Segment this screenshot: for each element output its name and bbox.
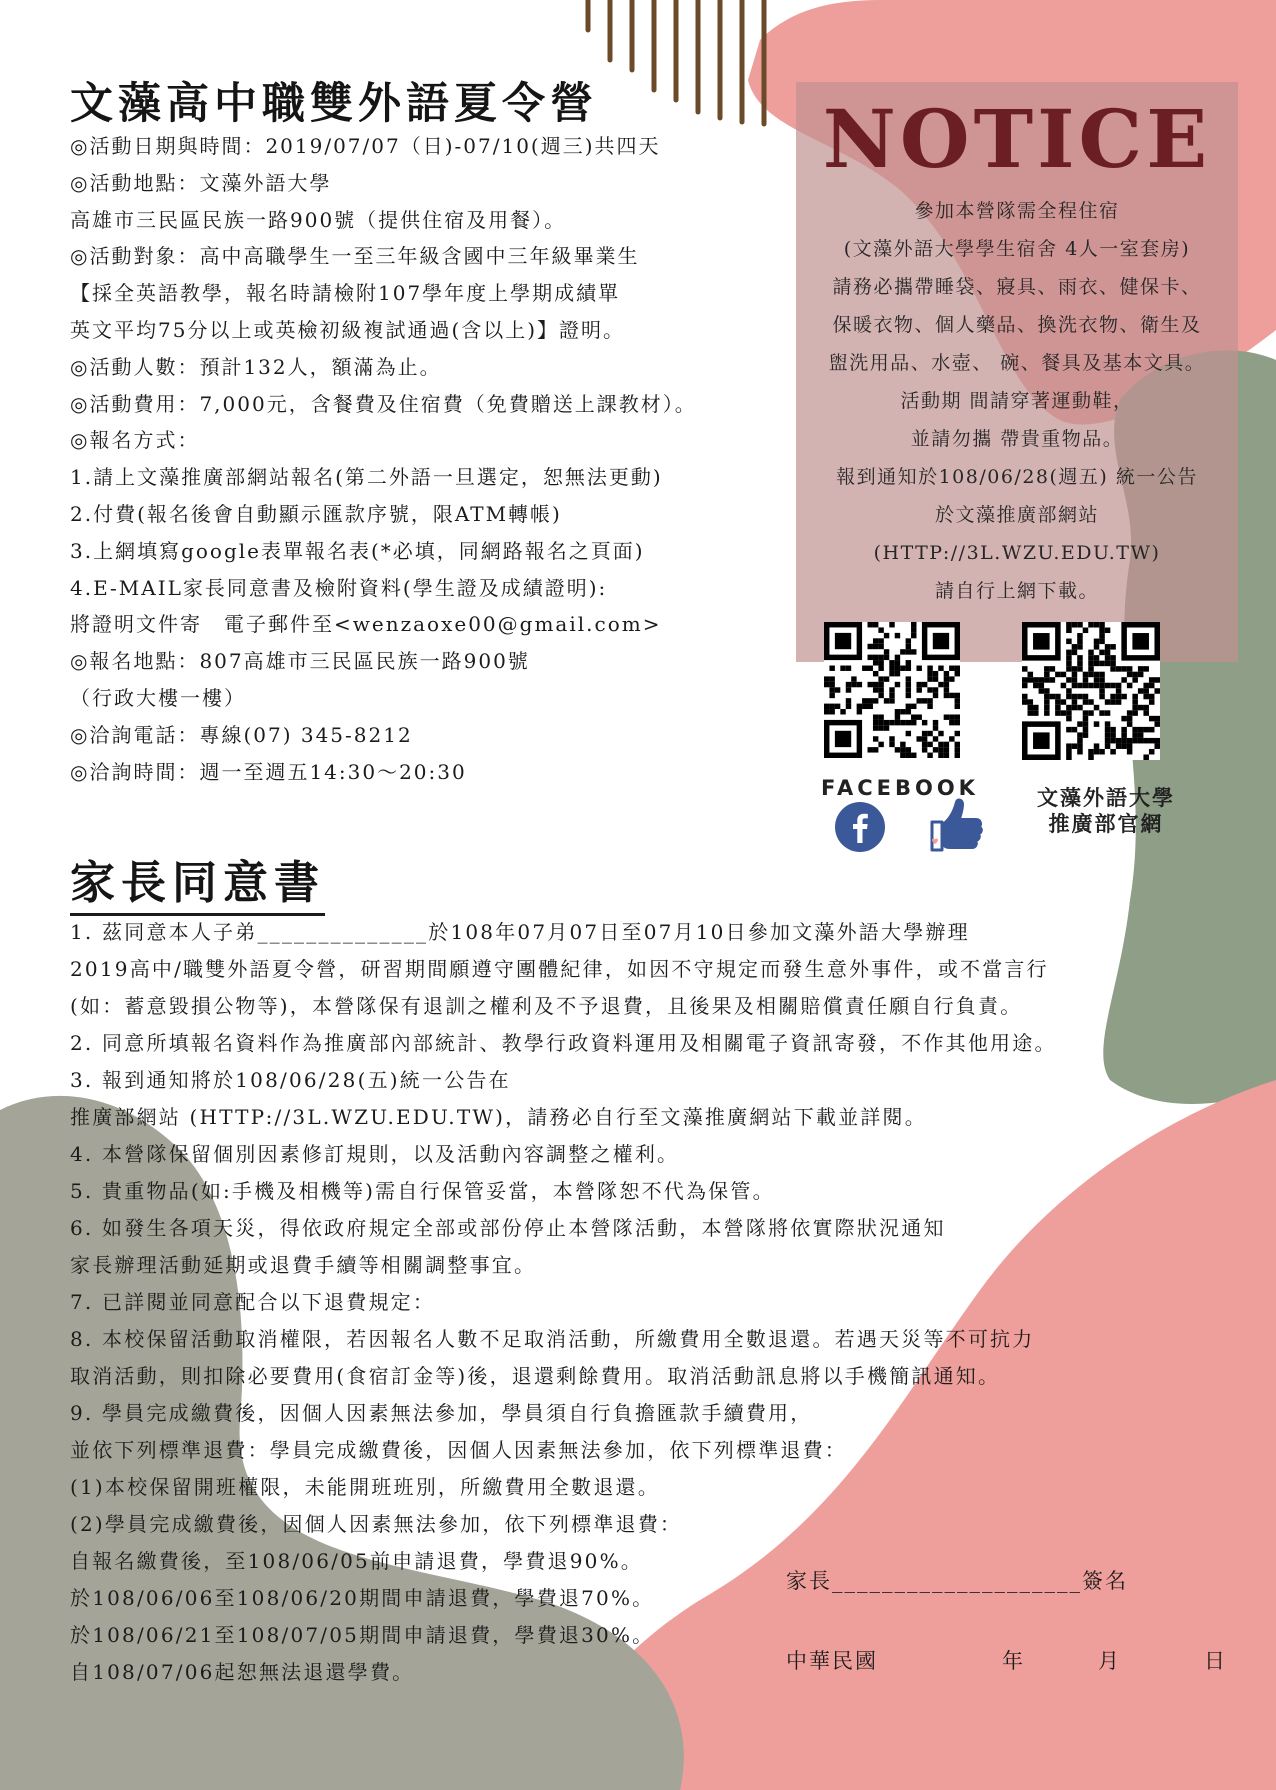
consent-line: 取消活動，則扣除必要費用(食宿訂金等)後，退還剩餘費用。取消活動訊息將以手機簡訊通知。 — [70, 1364, 1001, 1388]
consent-line: 2. 同意所填報名資料作為推廣部內部統計、教學行政資料運用及相關電子資訊寄發，不作其他用途。 — [70, 1031, 1057, 1055]
info-line: ◎活動地點：文藻外語大學 — [70, 170, 332, 195]
signature-blank[interactable]: ____________________ — [832, 1569, 1082, 1593]
consent-line: 8. 本校保留活動取消權限，若因報名人數不足取消活動，所繳費用全數退還。若遇天災等不可抗力 — [70, 1327, 1035, 1351]
thumbs-up-icon[interactable] — [926, 796, 986, 854]
consent-line: 4. 本營隊保留個別因素修訂規則，以及活動內容調整之權利。 — [70, 1142, 680, 1166]
consent-line: 2019高中/職雙外語夏令營，研習期間願遵守團體紀律，如因不守規定而發生意外事件，或不當言行 — [70, 957, 1049, 981]
info-line: 高雄市三民區民族一路900號（提供住宿及用餐）。 — [70, 207, 567, 232]
consent-line: 家長辦理活動延期或退費手續等相關調整事宜。 — [70, 1253, 537, 1277]
stripes-decoration — [588, 0, 764, 124]
qr-code-icon — [1022, 622, 1160, 760]
consent-line: 9. 學員完成繳費後，因個人因素無法參加，學員須自行負擔匯款手續費用， — [70, 1401, 813, 1425]
consent-line: 自報名繳費後，至108/06/05前申請退費，學費退90%。 — [70, 1549, 644, 1573]
info-line: ◎洽詢電話：專線(07) 345-8212 — [70, 722, 413, 747]
info-line: 3.上網填寫google表單報名表(*必填，同網路報名之頁面) — [70, 538, 645, 563]
notice-line: 請務必攜帶睡袋、寢具、雨衣、健保卡、 — [832, 276, 1202, 298]
info-line: ◎活動費用：7,000元，含餐費及住宿費（免費贈送上課教材）。 — [70, 391, 697, 416]
info-line: ◎活動日期與時間：2019/07/07（日)-07/10(週三)共四天 — [70, 134, 661, 158]
consent-line: 3. 報到通知將於108/06/28(五)統一公告在 — [70, 1068, 511, 1092]
notice-line: (文藻外語大學學生宿舍 4人一室套房) — [843, 238, 1191, 260]
website-qr-code[interactable] — [1022, 622, 1160, 760]
info-line: 將證明文件寄 電子郵件至<wenzaoxe00@gmail.com> — [70, 612, 662, 637]
info-line: 2.付費(報名後會自動顯示匯款序號，限ATM轉帳) — [70, 501, 562, 526]
info-line: ◎活動對象：高中高職學生一至三年級含國中三年級畢業生 — [70, 244, 640, 269]
facebook-icon[interactable] — [834, 801, 886, 853]
notice-line: 參加本營隊需全程住宿 — [914, 200, 1120, 222]
year-label: 年 — [1002, 1649, 1025, 1673]
consent-title: 家長同意書 — [70, 846, 325, 916]
camp-title: 文藻高中職雙外語夏令營 — [70, 79, 598, 129]
info-section — [70, 128, 810, 790]
info-line: ◎報名地點：807高雄市三民區民族一路900號 — [70, 649, 530, 674]
consent-line: 推廣部網站 (HTTP://3L.WZU.EDU.TW)，請務必自行至文藻推廣網站下載並詳閱。 — [70, 1105, 927, 1129]
notice-line: 並請勿攜 帶貴重物品。 — [910, 428, 1124, 450]
consent-line: 於108/06/06至108/06/20期間申請退費，學費退70%。 — [70, 1586, 655, 1610]
parent-signature-line[interactable] — [786, 1565, 1128, 1595]
day-label: 日 — [1204, 1649, 1227, 1673]
website-label-line1: 文藻外語大學 — [1037, 786, 1175, 810]
month-label: 月 — [1098, 1649, 1121, 1673]
sign-label: 簽名 — [1082, 1569, 1128, 1593]
notice-line: 請自行上網下載。 — [934, 580, 1099, 602]
info-line: ◎活動人數：預計132人，額滿為止。 — [70, 354, 442, 379]
notice-text — [796, 192, 1238, 610]
notice-line: 活動期 間請穿著運動鞋， — [900, 390, 1134, 412]
notice-line: 保暖衣物、個人藥品、換洗衣物、衛生及 — [832, 314, 1202, 336]
info-line: ◎報名方式： — [70, 428, 200, 453]
facebook-qr-code[interactable] — [824, 622, 960, 758]
consent-line: 並依下列標準退費：學員完成繳費後，因個人因素無法參加，依下列標準退費： — [70, 1438, 847, 1462]
era-label: 中華民國 — [786, 1649, 878, 1673]
consent-line: 1. 茲同意本人子弟______________於108年07月07日至07月10日參加文藻外語大學辦理 — [70, 920, 970, 944]
notice-title: NOTICE — [822, 92, 1212, 186]
qr-code-icon — [824, 622, 960, 758]
consent-line: 自108/07/06起恕無法退還學費。 — [70, 1660, 415, 1684]
website-label-line2: 推廣部官網 — [1048, 812, 1164, 836]
date-line — [786, 1645, 1226, 1675]
notice-line: 盥洗用品、水壺、 碗、餐具及基本文具。 — [828, 352, 1206, 374]
info-line: ◎洽詢時間：週一至週五14:30～20:30 — [70, 759, 467, 784]
consent-line: 6. 如發生各項天災，得依政府規定全部或部份停止本營隊活動，本營隊將依實際狀況通知 — [70, 1216, 946, 1240]
info-line: （行政大樓一樓） — [70, 685, 246, 710]
consent-line: 5. 貴重物品(如:手機及相機等)需自行保管妥當，本營隊恕不代為保管。 — [70, 1179, 775, 1203]
info-line: 英文平均75分以上或英檢初級複試通過(含以上)】證明。 — [70, 317, 626, 342]
info-line: 1.請上文藻推廣部網站報名(第二外語一旦選定，恕無法更動) — [70, 465, 663, 490]
notice-line: (HTTP://3L.WZU.EDU.TW) — [873, 542, 1161, 564]
consent-line: (如：蓄意毀損公物等)，本營隊保有退訓之權利及不予退費，且後果及相關賠償責任願自行負責。 — [70, 994, 1023, 1018]
consent-line: (2)學員完成繳費後，因個人因素無法參加，依下列標準退費： — [70, 1512, 683, 1536]
info-line: 4.E-MAIL家長同意書及檢附資料(學生證及成績證明): — [70, 575, 608, 600]
notice-line: 報到通知於108/06/28(週五) 統一公告 — [836, 466, 1198, 488]
notice-line: 於文藻推廣部網站 — [934, 504, 1099, 526]
facebook-label: FACEBOOK — [821, 776, 979, 800]
consent-line: 於108/06/21至108/07/05期間申請退費，學費退30%。 — [70, 1623, 655, 1647]
parent-label: 家長 — [786, 1569, 832, 1593]
consent-line: (1)本校保留開班權限，未能開班班別，所繳費用全數退還。 — [70, 1475, 660, 1499]
info-line: 【採全英語教學，報名時請檢附107學年度上學期成績單 — [70, 281, 621, 306]
consent-line: 7. 已詳閱並同意配合以下退費規定： — [70, 1290, 436, 1314]
